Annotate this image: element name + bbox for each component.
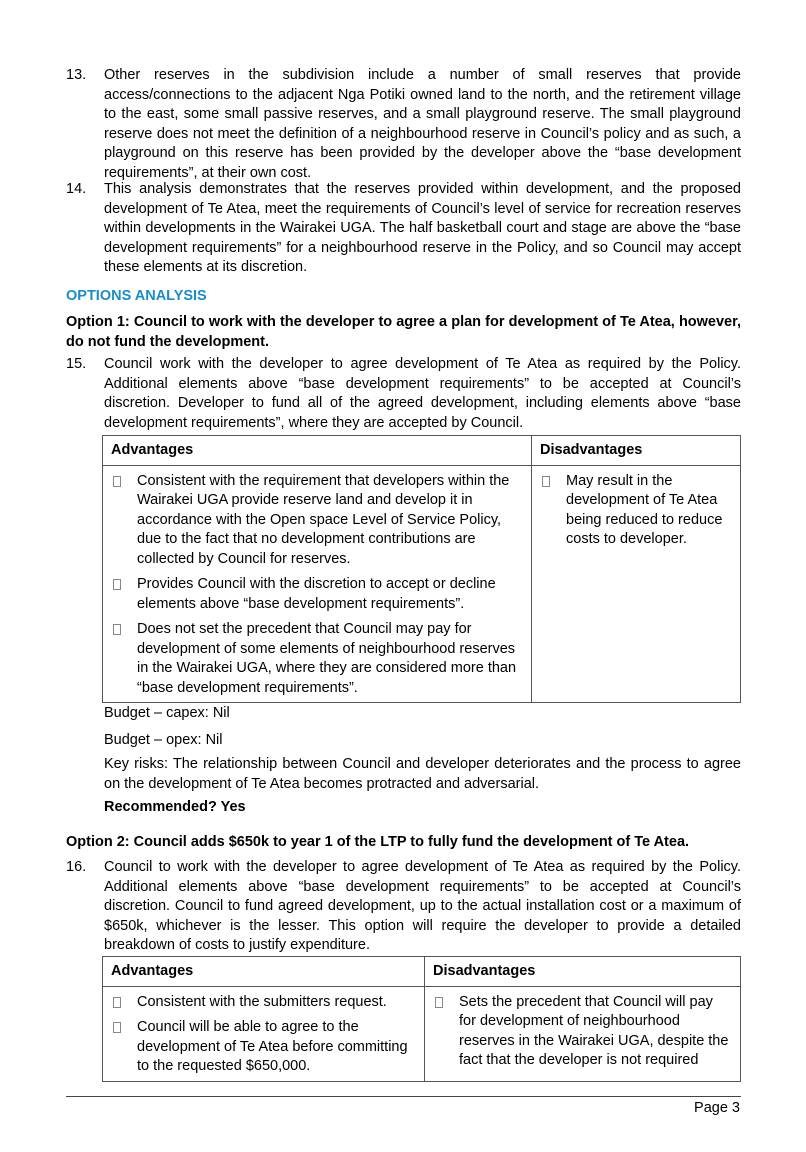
list-item: Consistent with the requirement that developers within the Wairakei UGA provide reserve land and develop it in accordance with the Open space Level of Service Policy, due to the fact that no development contributions are collected by Council for reserves. — [113, 472, 523, 570]
paragraph-text: Council work with the developer to agree development of Te Atea as required by the Policy. Additional elements above “base development requirements” to be accepted at Council’s discretion. Developer to fund all of the agreed development, including elements above “base development requirements”, where they are accepted by Council. — [104, 356, 741, 431]
paragraph-15 — [66, 355, 741, 433]
paragraph-number: 15. — [66, 356, 87, 372]
budget-capex: Budget – capex: Nil — [104, 705, 230, 721]
option-2-title: Option 2: Council adds $650k to year 1 of the LTP to fully fund the development of Te Atea. — [66, 834, 690, 850]
advantages-header: Advantages — [103, 957, 425, 987]
list-item: Council will be able to agree to the development of Te Atea before committing to the requested $650,000. — [113, 1018, 416, 1077]
bullet-icon — [113, 624, 121, 635]
list-item: Consistent with the submitters request. — [113, 993, 416, 1013]
list-item: Does not set the precedent that Council may pay for development of some elements of neighbourhood reserves in the Wairakei UGA, where they are considered more than “base development requirements”. — [113, 620, 523, 698]
option-2-table — [102, 956, 741, 1082]
page-number: Page 3 — [694, 1100, 740, 1116]
paragraph-text: This analysis demonstrates that the reserves provided within development, and the proposed development of Te Atea, meet the requirements of Council’s level of service for recreation reserves within developments in the Wairakei UGA. The half basketball court and stage are above the “base development requirements” for a neighbourhood reserve in the Policy, and so Council may accept these elements at its discretion. — [104, 181, 741, 275]
option-1-title: Option 1: Council to work with the developer to agree a plan for development of Te Atea, however, do not fund the development. — [66, 314, 741, 350]
advantages-header: Advantages — [103, 436, 532, 466]
list-item: May result in the development of Te Atea being reduced to reduce costs to developer. — [542, 472, 732, 550]
budget-opex: Budget – opex: Nil — [104, 732, 223, 748]
disadvantages-cell — [532, 465, 741, 703]
paragraph-number: 13. — [66, 67, 87, 83]
key-risks: Key risks: The relationship between Council and developer deteriorates and the process to agree on the development of Te Atea becomes protracted and adversarial. — [104, 756, 741, 792]
bullet-icon — [435, 997, 443, 1008]
paragraph-text: Other reserves in the subdivision include a number of small reserves that provide access/connections to the adjacent Nga Potiki owned land to the north, and the retirement village to the east, some small passive reserves, and a small playground reserve. The small playground reserve does not meet the definition of a neighbourhood reserve in Council’s policy and as such, a playground on this reserve has been provided by the developer above the “base development requirements”, at their own cost. — [104, 67, 741, 181]
paragraph-14 — [66, 180, 741, 278]
bullet-icon — [113, 579, 121, 590]
disadvantages-cell — [425, 986, 741, 1081]
paragraph-16 — [66, 858, 741, 956]
paragraph-13 — [66, 66, 741, 183]
disadvantages-header: Disadvantages — [425, 957, 741, 987]
option-1-table — [102, 435, 741, 703]
disadvantages-header: Disadvantages — [532, 436, 741, 466]
paragraph-number: 16. — [66, 859, 87, 875]
recommended: Recommended? Yes — [104, 799, 246, 815]
list-item: Sets the precedent that Council will pay for development of neighbourhood reserves in the Wairakei UGA, despite the fact that the developer is not required — [435, 993, 732, 1071]
bullet-icon — [113, 1022, 121, 1033]
section-heading: OPTIONS ANALYSIS — [66, 288, 207, 304]
paragraph-number: 14. — [66, 181, 87, 197]
footer-divider — [66, 1096, 741, 1097]
advantages-cell — [103, 465, 532, 703]
bullet-icon — [113, 476, 121, 487]
bullet-icon — [113, 997, 121, 1008]
bullet-icon — [542, 476, 550, 487]
list-item: Provides Council with the discretion to accept or decline elements above “base development requirements”. — [113, 575, 523, 614]
paragraph-text: Council to work with the developer to agree development of Te Atea as required by the Policy. Additional elements above “base development requirements” to be accepted at Council’s discretion. Council to fund agreed development, up to the actual installation cost or a maximum of $650k, whichever is the lesser. This option will require the developer to provide a detailed breakdown of costs to justify expenditure. — [104, 859, 741, 953]
advantages-cell — [103, 986, 425, 1081]
